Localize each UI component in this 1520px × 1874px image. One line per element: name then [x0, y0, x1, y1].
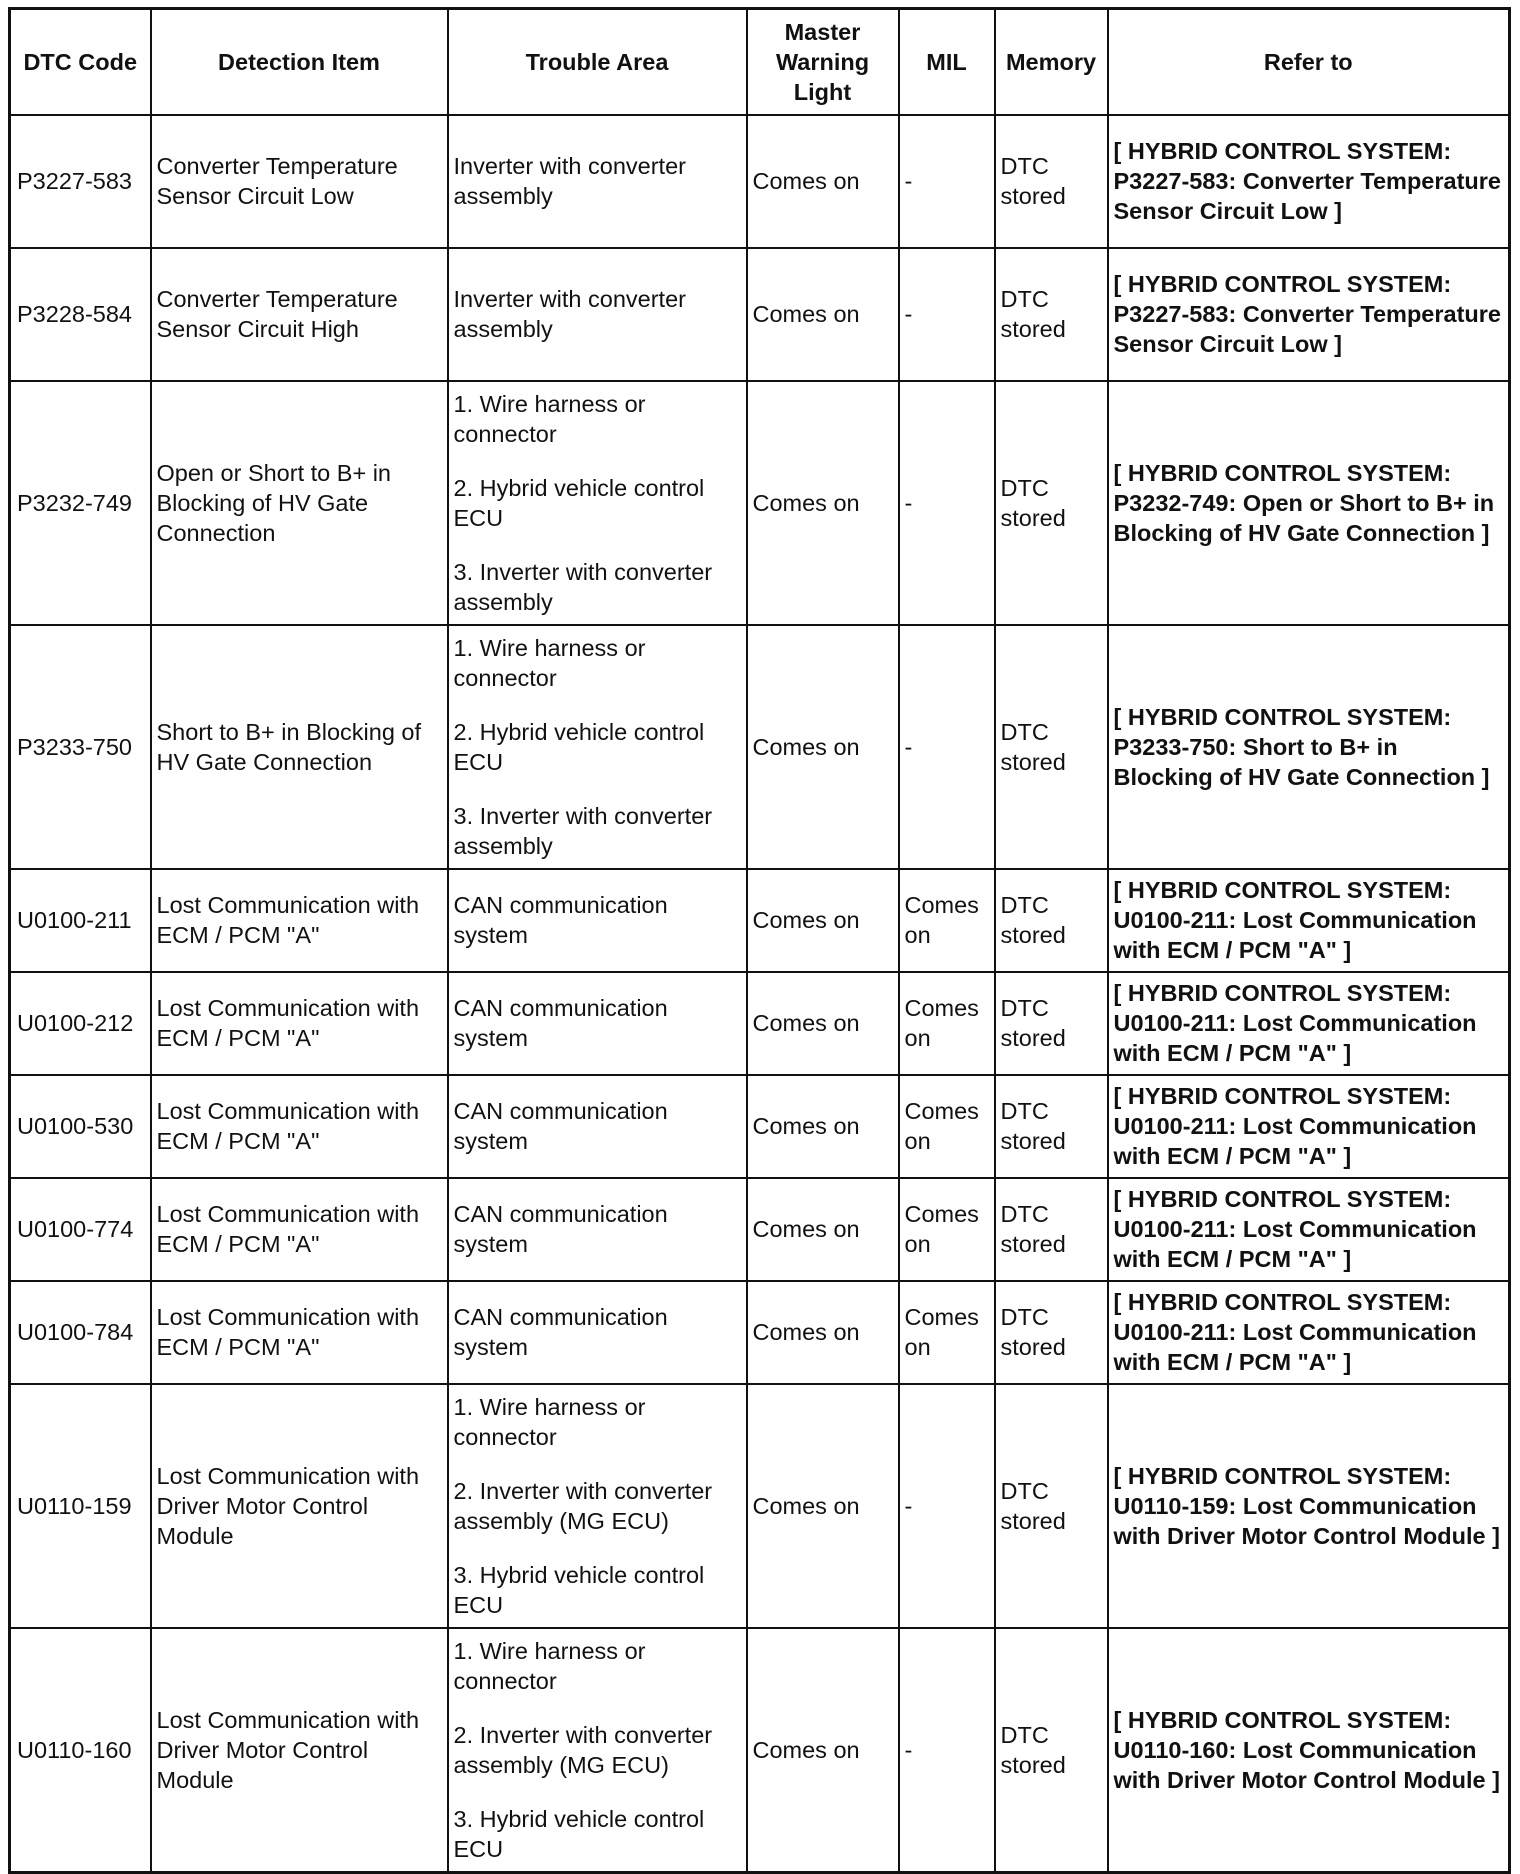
dtc-code-cell: P3232-749: [10, 381, 151, 625]
trouble-area-item: Inverter with converter assembly: [453, 153, 686, 209]
table-row: [10, 1628, 1510, 1873]
master-warning-light-cell: Comes on: [747, 1384, 899, 1628]
refer-to-cell: [ HYBRID CONTROL SYSTEM: U0110-159: Lost Communication with Driver Motor Control Module ]: [1108, 1384, 1510, 1628]
refer-to-cell: [ HYBRID CONTROL SYSTEM: U0110-160: Lost Communication with Driver Motor Control Module ]: [1108, 1628, 1510, 1873]
detection-item-cell: Lost Communication with ECM / PCM "A": [151, 869, 448, 972]
table-row: [10, 1384, 1510, 1628]
trouble-area-item: 3. Inverter with converter assembly: [453, 802, 713, 859]
mil-cell: -: [899, 248, 995, 381]
table-row: [10, 1281, 1510, 1384]
refer-to-cell: [ HYBRID CONTROL SYSTEM: U0100-211: Lost Communication with ECM / PCM "A" ]: [1108, 972, 1510, 1075]
detection-item-cell: Short to B+ in Blocking of HV Gate Connection: [151, 625, 448, 869]
mil-cell: -: [899, 115, 995, 248]
memory-cell: DTC stored: [995, 625, 1108, 869]
table-row: [10, 972, 1510, 1075]
refer-to-cell: [ HYBRID CONTROL SYSTEM: P3233-750: Short to B+ in Blocking of HV Gate Connection ]: [1108, 625, 1510, 869]
dtc-code-cell: U0100-774: [10, 1178, 151, 1281]
trouble-area-cell: [448, 1628, 747, 1873]
table-row: [10, 381, 1510, 625]
header-memory: Memory: [995, 9, 1108, 115]
trouble-area-cell: [448, 869, 747, 972]
dtc-code-cell: U0100-211: [10, 869, 151, 972]
refer-to-cell: [ HYBRID CONTROL SYSTEM: U0100-211: Lost Communication with ECM / PCM "A" ]: [1108, 869, 1510, 972]
header-dtc-code: DTC Code: [10, 9, 151, 115]
dtc-code-cell: U0100-212: [10, 972, 151, 1075]
dtc-code-cell: P3227-583: [10, 115, 151, 248]
refer-to-cell: [ HYBRID CONTROL SYSTEM: U0100-211: Lost Communication with ECM / PCM "A" ]: [1108, 1281, 1510, 1384]
trouble-area-item: 1. Wire harness or connector: [453, 1637, 646, 1694]
trouble-area-cell: [448, 625, 747, 869]
mil-cell: -: [899, 1628, 995, 1873]
dtc-table: [8, 7, 1511, 1874]
master-warning-light-cell: Comes on: [747, 381, 899, 625]
detection-item-cell: Converter Temperature Sensor Circuit High: [151, 248, 448, 381]
memory-cell: DTC stored: [995, 1384, 1108, 1628]
memory-cell: DTC stored: [995, 972, 1108, 1075]
refer-to-cell: [ HYBRID CONTROL SYSTEM: P3232-749: Open or Short to B+ in Blocking of HV Gate Connection ]: [1108, 381, 1510, 625]
dtc-code-cell: U0110-160: [10, 1628, 151, 1873]
memory-cell: DTC stored: [995, 381, 1108, 625]
memory-cell: DTC stored: [995, 1628, 1108, 1873]
table-row: [10, 1178, 1510, 1281]
detection-item-cell: Converter Temperature Sensor Circuit Low: [151, 115, 448, 248]
master-warning-light-cell: Comes on: [747, 248, 899, 381]
detection-item-cell: Lost Communication with Driver Motor Control Module: [151, 1384, 448, 1628]
master-warning-light-cell: Comes on: [747, 1075, 899, 1178]
table-row: [10, 625, 1510, 869]
detection-item-cell: Lost Communication with Driver Motor Control Module: [151, 1628, 448, 1873]
trouble-area-item: CAN communication system: [453, 1304, 668, 1360]
detection-item-cell: Lost Communication with ECM / PCM "A": [151, 1178, 448, 1281]
trouble-area-cell: [448, 1281, 747, 1384]
memory-cell: DTC stored: [995, 869, 1108, 972]
mil-cell: -: [899, 625, 995, 869]
master-warning-light-cell: Comes on: [747, 625, 899, 869]
memory-cell: DTC stored: [995, 248, 1108, 381]
trouble-area-cell: [448, 1075, 747, 1178]
table-row: [10, 248, 1510, 381]
header-trouble-area: Trouble Area: [448, 9, 747, 115]
trouble-area-item: 1. Wire harness or connector: [453, 390, 646, 447]
master-warning-light-cell: Comes on: [747, 972, 899, 1075]
trouble-area-item: 1. Wire harness or connector: [453, 634, 646, 691]
mil-cell: Comes on: [899, 1075, 995, 1178]
mil-cell: -: [899, 381, 995, 625]
detection-item-cell: Lost Communication with ECM / PCM "A": [151, 1075, 448, 1178]
header-refer-to: Refer to: [1108, 9, 1510, 115]
mil-cell: Comes on: [899, 972, 995, 1075]
trouble-area-cell: [448, 115, 747, 248]
dtc-code-cell: P3228-584: [10, 248, 151, 381]
trouble-area-cell: [448, 972, 747, 1075]
header-mil: MIL: [899, 9, 995, 115]
detection-item-cell: Lost Communication with ECM / PCM "A": [151, 972, 448, 1075]
trouble-area-cell: [448, 1384, 747, 1628]
dtc-code-cell: U0100-530: [10, 1075, 151, 1178]
master-warning-light-cell: Comes on: [747, 1281, 899, 1384]
table-row: [10, 869, 1510, 972]
trouble-area-item: 2. Hybrid vehicle control ECU: [453, 718, 705, 775]
mil-cell: Comes on: [899, 869, 995, 972]
mil-cell: Comes on: [899, 1281, 995, 1384]
master-warning-light-cell: Comes on: [747, 1178, 899, 1281]
trouble-area-item: CAN communication system: [453, 892, 668, 948]
dtc-code-cell: U0110-159: [10, 1384, 151, 1628]
trouble-area-item: Inverter with converter assembly: [453, 286, 686, 342]
trouble-area-cell: [448, 248, 747, 381]
table-row: [10, 1075, 1510, 1178]
master-warning-light-cell: Comes on: [747, 869, 899, 972]
trouble-area-item: 2. Inverter with converter assembly (MG ECU): [453, 1477, 713, 1534]
trouble-area-item: CAN communication system: [453, 995, 668, 1051]
trouble-area-item: 2. Inverter with converter assembly (MG ECU): [453, 1721, 713, 1778]
trouble-area-item: 1. Wire harness or connector: [453, 1393, 646, 1450]
detection-item-cell: Open or Short to B+ in Blocking of HV Gate Connection: [151, 381, 448, 625]
trouble-area-cell: [448, 381, 747, 625]
trouble-area-item: 2. Hybrid vehicle control ECU: [453, 474, 705, 531]
table-header-row: [10, 9, 1510, 115]
header-detection-item: Detection Item: [151, 9, 448, 115]
detection-item-cell: Lost Communication with ECM / PCM "A": [151, 1281, 448, 1384]
table-body: [10, 115, 1510, 1873]
dtc-code-cell: U0100-784: [10, 1281, 151, 1384]
table-row: [10, 115, 1510, 248]
memory-cell: DTC stored: [995, 1075, 1108, 1178]
mil-cell: -: [899, 1384, 995, 1628]
trouble-area-item: 3. Inverter with converter assembly: [453, 558, 713, 615]
memory-cell: DTC stored: [995, 115, 1108, 248]
trouble-area-item: 3. Hybrid vehicle control ECU: [453, 1805, 705, 1862]
trouble-area-item: 3. Hybrid vehicle control ECU: [453, 1561, 705, 1618]
memory-cell: DTC stored: [995, 1178, 1108, 1281]
refer-to-cell: [ HYBRID CONTROL SYSTEM: P3227-583: Converter Temperature Sensor Circuit Low ]: [1108, 115, 1510, 248]
header-master-warning-light: Master Warning Light: [747, 9, 899, 115]
refer-to-cell: [ HYBRID CONTROL SYSTEM: U0100-211: Lost Communication with ECM / PCM "A" ]: [1108, 1178, 1510, 1281]
trouble-area-item: CAN communication system: [453, 1098, 668, 1154]
mil-cell: Comes on: [899, 1178, 995, 1281]
trouble-area-cell: [448, 1178, 747, 1281]
refer-to-cell: [ HYBRID CONTROL SYSTEM: P3227-583: Converter Temperature Sensor Circuit Low ]: [1108, 248, 1510, 381]
trouble-area-item: CAN communication system: [453, 1201, 668, 1257]
refer-to-cell: [ HYBRID CONTROL SYSTEM: U0100-211: Lost Communication with ECM / PCM "A" ]: [1108, 1075, 1510, 1178]
master-warning-light-cell: Comes on: [747, 1628, 899, 1873]
memory-cell: DTC stored: [995, 1281, 1108, 1384]
master-warning-light-cell: Comes on: [747, 115, 899, 248]
dtc-code-cell: P3233-750: [10, 625, 151, 869]
